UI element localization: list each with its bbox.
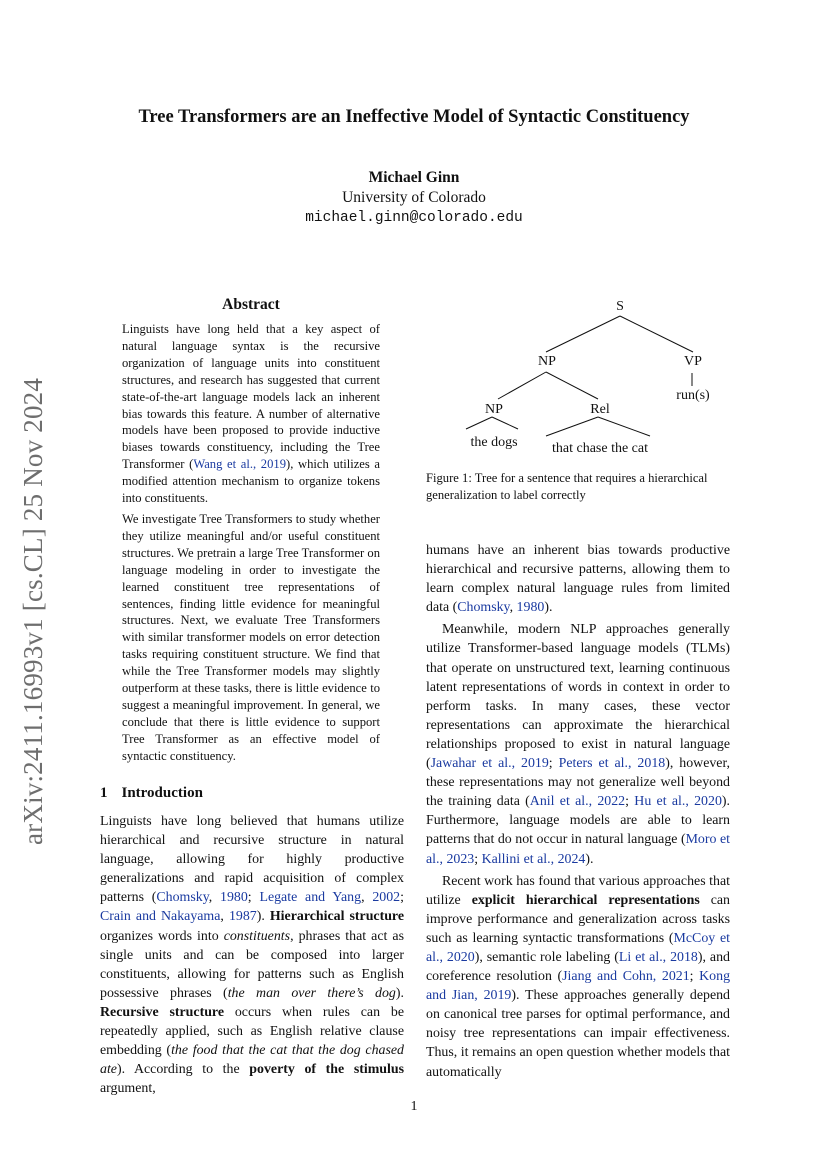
figure-1-syntax-tree — [428, 290, 733, 462]
tree-leaf-the-dogs: the dogs — [470, 435, 518, 450]
tree-node-rel: Rel — [590, 402, 610, 417]
citation-link[interactable]: 1980 — [516, 600, 545, 616]
tree-node-np: NP — [538, 354, 556, 369]
abstract-paragraph-2: We investigate Tree Transformers to study whether they utilize meaningful and/or useful constituent structures. We pretrain a large Tree Transformer on language modeling in order to investigate the learned constituent tree representations of sentences, finding little evidence for meaningful structures. Next, we evaluate Tree Transformers with similar transformer models on error detection tasks requiring constituent structure. We find that while the Tree Transformer models may slightly outperform at these tasks, there is little evidence to suggest a meaningful improvement. In general, we conclude that there is little evidence to support Tree Transformer as an effective model of syntactic constituency. — [122, 512, 380, 763]
author-email[interactable]: michael.ginn@colorado.edu — [305, 210, 523, 226]
citation-link[interactable]: McCoy et al., 2020 — [426, 930, 730, 965]
citation-link[interactable]: 2002 — [372, 890, 401, 906]
citation-link[interactable]: Jiang and Cohn, 2021 — [562, 969, 690, 985]
tree-node-np: NP — [485, 402, 503, 417]
abstract-paragraph-1: Linguists have long held that a key aspect of natural language syntax is the recursive organization of language units into constituent structures, and research has suggested that current state-of-the-art language models lack an inherent bias towards this feature. A number of alternative models have been proposed to provide inductive biases towards constituency, including the Tree Transformer (Wang et al., 2019), which utilizes a modified attention mechanism to organize tokens into constituents. — [122, 322, 381, 506]
left-column-body: Linguists have long believed that humans utilize hierarchical and recursive structure in natural language, allowing for highly productive generalizations and rapid acquisition of complex patterns (Chomsky, 1980; Legate and Yang, 2002; Crain and Nakayama, 1987). Hierarchical structure organizes words into constituents, phrases that act as single units and can be composed into larger constituents, allowing for patterns such as English possessive phrases (the man over there’s dog). Recursive structure occurs when rules can be repeatedly applied, such as English relative clause embedding (the food that the cat that the dog chased ate). According to the poverty of the stimulus argument, — [100, 814, 405, 1097]
citation-link[interactable]: Chomsky — [457, 600, 510, 616]
tree-leaf-that-chase-the-cat: that chase the cat — [551, 441, 649, 456]
tree-node-vp: VP — [684, 354, 702, 369]
author-name: Michael Ginn — [368, 169, 460, 186]
citation-link[interactable]: Hu et al., 2020 — [634, 794, 722, 810]
tree-node-s: S — [616, 299, 624, 314]
citation-link[interactable]: Li et al., 2018 — [618, 949, 698, 965]
author-block — [0, 168, 828, 228]
page-number: 1 — [410, 1099, 418, 1114]
section-heading-introduction: 1 Introduction — [100, 785, 203, 801]
arxiv-sidebar-stamp: arXiv:2411.16993v1 [cs.CL] 25 Nov 2024 — [18, 377, 48, 845]
citation-link[interactable]: Moro et al., 2023 — [426, 832, 730, 867]
abstract-heading: Abstract — [222, 296, 280, 313]
citation-link[interactable]: Crain and Nakayama — [100, 909, 221, 925]
citation-link[interactable]: Peters et al., 2018 — [558, 756, 666, 772]
right-column-body: humans have an inherent bias towards productive hierarchical and recursive patterns, allowing them to learn complex natural language rules from limited data (Chomsky, 1980). Meanwhile, modern NLP approaches generally utilize Transformer-based language models (TLMs) that operate on unstructured text, learning continuous latent representations of words in context in order to perform tasks. In many cases, these vector representations can approximate the hierarchical relationships proposed to exist in natural language (Jawahar et al., 2019; Peters et al., 2018), however, these representations may not generalize well beyond the training data (Anil et al., 2022; Hu et al., 2020). Furthermore, language models are able to learn patterns that do not occur in natural language (Moro et al., 2023; Kallini et al., 2024). Recent work has found that various approaches that utilize explicit hierarchical representations can improve performance and generalization across tasks such as learning syntactic transformations (McCoy et al., 2020), semantic role labeling (Li et al., 2018), and coreference resolution (Jiang and Cohn, 2021; Kong and Jian, 2019). These approaches generally depend on canonical tree parses for optimal performance, and noisy tree representations can impair effectiveness. Thus, it remains an open question whether models that automatically — [426, 543, 731, 1080]
paper-title: Tree Transformers are an Ineffective Model of Syntactic Constituency — [138, 107, 690, 127]
citation-link[interactable]: Wang et al., 2019 — [193, 457, 286, 472]
citation-link[interactable]: Kallini et al., 2024 — [481, 851, 586, 867]
citation-link[interactable]: 1987 — [228, 909, 257, 925]
author-affiliation: University of Colorado — [342, 189, 486, 206]
citation-link[interactable]: Chomsky — [156, 890, 209, 906]
figure-1-caption: Figure 1: Tree for a sentence that requires a hierarchical generalization to label correctly — [426, 471, 708, 502]
citation-link[interactable]: Kong and Jian, 2019 — [426, 969, 731, 1004]
tree-leaf-runs: run(s) — [676, 388, 710, 403]
citation-link[interactable]: 1980 — [220, 890, 248, 906]
citation-link[interactable]: Anil et al., 2022 — [529, 794, 626, 810]
citation-link[interactable]: Jawahar et al., 2019 — [430, 756, 549, 772]
citation-link[interactable]: Legate and Yang — [259, 890, 362, 906]
